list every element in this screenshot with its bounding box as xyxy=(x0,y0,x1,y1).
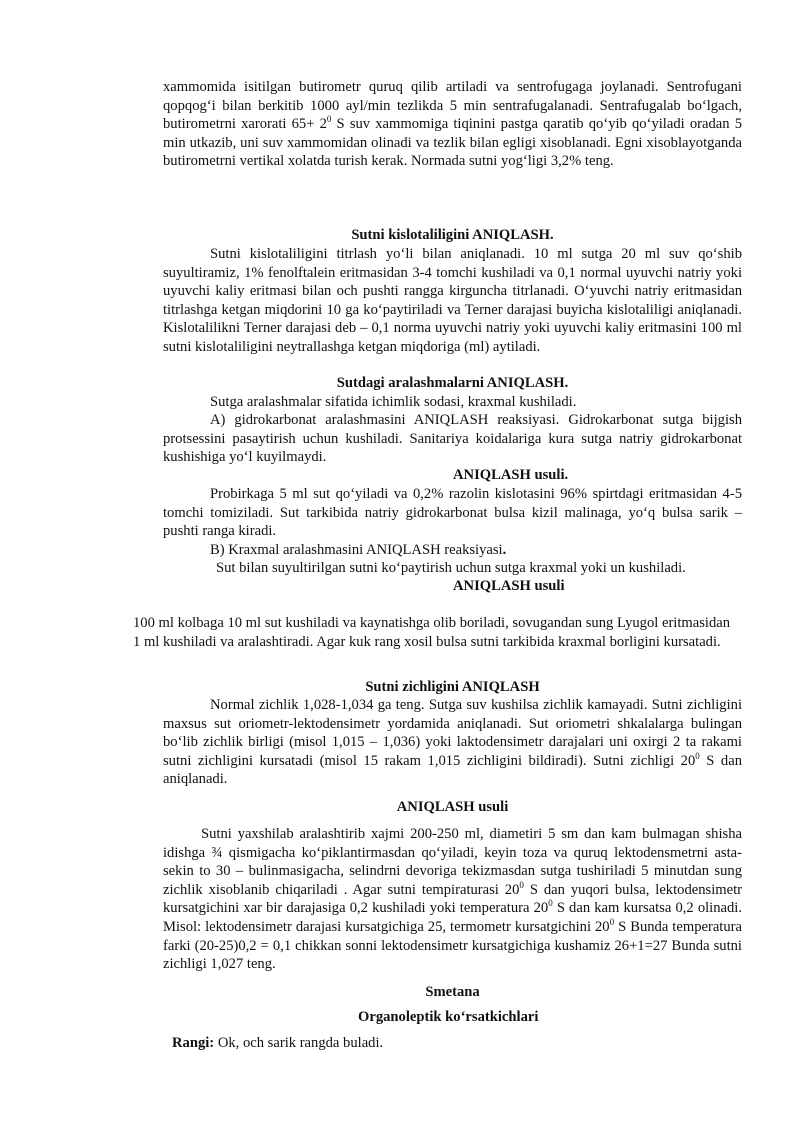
impurities-intro: Sutga aralashmalar sifatida ichimlik sodasi, kraxmal kushiladi. xyxy=(210,394,577,410)
density-heading: Sutni zichligini ANIQLASH xyxy=(365,679,540,695)
smetana-heading: Smetana xyxy=(425,984,480,1000)
intro-paragraph: xammomida isitilgan butirometr quruq qilib artiladi va sentrofugaga joylanadi. Sentrofugani qopqog‘i bilan berkitib 1000 ayl/min tezlikda 5 min sentrafugalanadi. Sentrafugalab bo‘lgach, butirometrni xarorati $65+ 2^0$ S suv xammomiga tiqinini pastga qaratib qo‘yib qo‘yiladi oradan 5 min utkazib, uni suv xammomidan olinadi va tezlik bilan egligi xisoblanadi. Egni xisoblayotganda butirometrni vertikal xolatda turish kerak. Normada sutni yog‘ligi 3,2% teng. xyxy=(163,79,742,170)
starch-description: Sut bilan suyultirilgan sutni ko‘paytirish uchun sutga kraxmal yoki un kushiladi. xyxy=(216,560,686,576)
impurities-heading: Sutdagi aralashmalarni ANIQLASH. xyxy=(336,375,569,391)
method-heading-bicarbonate: ANIQLASH usuli. xyxy=(453,467,569,483)
color-line: Rangi: Ok, och sarik rangda buladi. xyxy=(172,1035,384,1051)
method-heading-starch: ANIQLASH usuli xyxy=(453,578,565,594)
bicarbonate-paragraph: A) gidrokarbonat aralashmasini ANIQLASH reaksiyasi. Gidrokarbonat sutga bijgish protsessini pasaytirish uchun kushiladi. Sanitariya koidalariga kura sutga natriy gidrokarbonat kushishiga yo‘l kuyilmaydi. xyxy=(163,412,742,466)
density-paragraph: Normal zichlik 1,028-1,034 ga teng. Sutga suv kushilsa zichlik kamayadi. Sutni zichligini maxsus sut oriometr-lektodensimetr yordamida aniqlanadi. Sut oriometri shkalalarga bulingan bo‘lib zichlik birligi (misol 1,015 – 1,036) yoki laktodensimetr darajalari uni oxirgi 2 ta rakami sutni zichligini kursatadi (misol 15 rakam 1,015 zichligini bildiradi). Sutni zichligi $20^0$ S dan aniqlanadi. xyxy=(163,697,742,788)
acidity-paragraph: Sutni kislotaliligini titrlash yo‘li bilan aniqlanadi. 10 ml sutga 20 ml suv qo‘shib suyultiramiz, 1% fenolftalein eritmasidan 3-4 tomchi kushiladi va 0,1 normal uyuvchi natriy yoki uyuvchi kaliy eritmasi bilan och pushti rangga kirguncha titrlanadi. O‘yuvchi natriy eritmasidan titrlashga ketgan miqdorini 10 ga ko‘paytiriladi va Terner darajasi buyicha kislotaliligi aniqlanadi. Kislotalilikni Terner darajasi deb – 0,1 norma uyuvchi natriy yoki uyuvchi kaliy eritmasini 100 ml sutni kislotaliligini neytrallashga ketgan miqdoriga (ml) aytiladi. xyxy=(163,246,742,355)
starch-heading-line: B) Kraxmal aralashmasini ANIQLASH reaksiyasi. xyxy=(210,542,507,558)
bicarbonate-method-paragraph: Probirkaga 5 ml sut qo‘yiladi va 0,2% razolin kislotasini 96% spirtdagi eritmasidan 4-5 tomchi tomiziladi. Sut tarkibida natriy gidrokarbonat bulsa kizil malinaga, yo‘q bulsa sarik – pushti ranga kiradi. xyxy=(163,486,742,540)
density-method-paragraph: Sutni yaxshilab aralashtirib xajmi 200-250 ml, diametiri 5 sm dan kam bulmagan shisha idishga ¾ qismigacha ko‘piklantirmasdan qo‘yiladi, keyin toza va quruq lektodensmetrni asta-sekin to 30 – bulinmasigacha, selindrni devoriga tekizmasdan sutga tushiriladi 5 minutdan sung zichlik xisoblanib chiqariladi . Agar sutni tempiraturasi $20^0$ S dan yuqori bulsa, lektodensimetr kursatgichini xar bir darajasiga 0,2 kushiladi yoki temperatura $20^0$ S dan kam kursatsa 0,2 olinadi. Misol: lektodensimetr darajasi kursatgichiga 25, termometr kursatgichini $20^0$ S Bunda temperatura farki (20-25)0,2 = 0,1 chikkan sonni lektodensimetr kursatgichiga kushamiz 26+1=27 Bunda sutni zichligi 1,027 teng. xyxy=(163,826,743,973)
acidity-heading: Sutni kislotaliligini ANIQLASH. xyxy=(351,227,554,243)
density-method-heading: ANIQLASH usuli xyxy=(396,799,509,815)
starch-method-paragraph: 100 ml kolbaga 10 ml sut kushiladi va kaynatishga olib boriladi, sovugandan sung Lyugol eritmasidan 1 ml kushiladi va aralashtiradi. Agar kuk rang xosil bulsa sutni tarkibida kraxmal borligini kursatadi. xyxy=(133,615,731,650)
organoleptic-heading: Organoleptik ko‘rsatkichlari xyxy=(358,1009,539,1025)
